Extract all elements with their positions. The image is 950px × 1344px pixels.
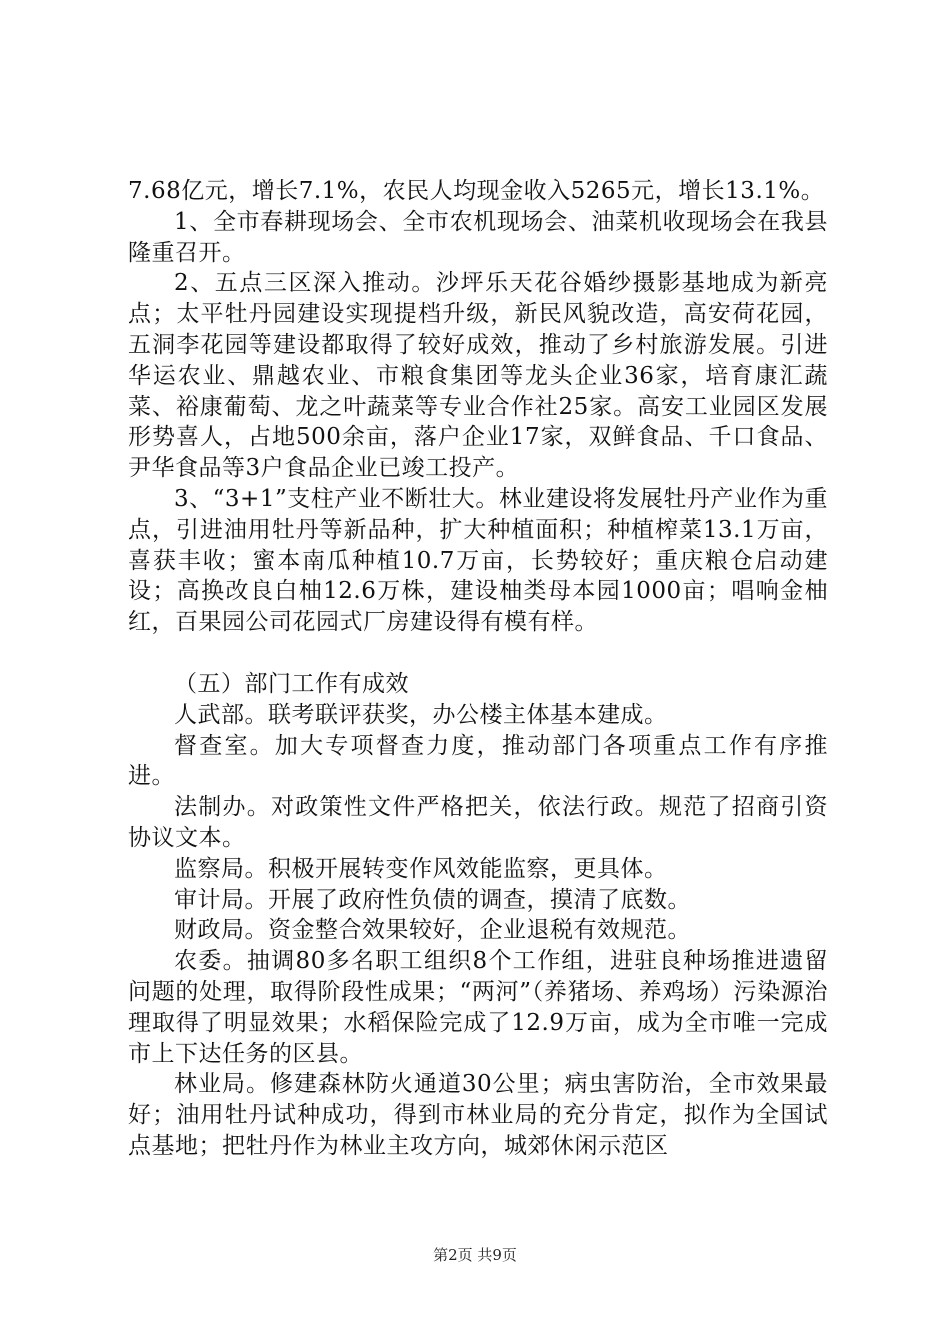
paragraph-agriculture-committee: 农委。抽调80多名职工组织8个工作组，进驻良种场推进遗留问题的处理，取得阶段性成果；“两河”（养猪场、养鸡场）污染源治理取得了明显效果；水稻保险完成了12.9万亩，成为全市唯一完成市上下达任务的区县。	[128, 948, 828, 1067]
paragraph-supervision-bureau: 监察局。积极开展转变作风效能监察，更具体。	[174, 855, 668, 882]
paragraph-item-1-meetings: 1、全市春耕现场会、全市农机现场会、油菜机收现场会在我县隆重召开。	[128, 208, 828, 266]
paragraph-supervision-office: 督查室。加大专项督查力度，推动部门各项重点工作有序推进。	[128, 732, 828, 790]
page-footer: 第2页 共9页	[433, 1246, 517, 1264]
paragraph-finance-bureau: 财政局。资金整合效果较好，企业退税有效规范。	[174, 917, 691, 944]
paragraph-audit-bureau: 审计局。开展了政府性负债的调查，摸清了底数。	[174, 886, 691, 913]
paragraph-item-2-five-points: 2、五点三区深入推动。沙坪乐天花谷婚纱摄影基地成为新亮点；太平牡丹园建设实现提档升级，新民风貌改造，高安荷花园，五洞李花园等建设都取得了较好成效，推动了乡村旅游发展。引进华运农业、鼎越农业、市粮食集团等龙头企业36家，培育康汇蔬菜、裕康葡萄、龙之叶蔬菜等专业合作社25家。高安工业园区发展形势喜人，占地500余亩，落户企业17家，双鲜食品、千口食品、尹华食品等3户食品企业已竣工投产。	[128, 270, 828, 482]
paragraph-item-3-pillar-industries: 3、“3+1”支柱产业不断壮大。林业建设将发展牡丹产业作为重点，引进油用牡丹等新品种，扩大种植面积；种植榨菜13.1万亩，喜获丰收；蜜本南瓜种植10.7万亩，长势较好；重庆粮仓启动建设；高换改良白柚12.6万株，建设柚类母本园1000亩；唱响金柚红，百果园公司花园式厂房建设得有模有样。	[128, 485, 828, 636]
document-body	[128, 176, 828, 1162]
section-spacer	[128, 638, 828, 669]
paragraph-forestry-bureau: 林业局。修建森林防火通道30公里；病虫害防治，全市效果最好；油用牡丹试种成功，得到市林业局的充分肯定，拟作为全国试点基地；把牡丹作为林业主攻方向，城郊休闲示范区	[128, 1071, 828, 1159]
section-heading-department-work: （五）部门工作有成效	[174, 670, 409, 697]
paragraph-legal-office: 法制办。对政策性文件严格把关，依法行政。规范了招商引资协议文本。	[128, 794, 828, 851]
paragraph-armed-forces-dept: 人武部。联考联评获奖，办公楼主体基本建成。	[174, 701, 668, 728]
paragraph-revenue-summary: 7.68亿元，增长7.1%，农民人均现金收入5265元，增长13.1%。	[128, 178, 825, 204]
